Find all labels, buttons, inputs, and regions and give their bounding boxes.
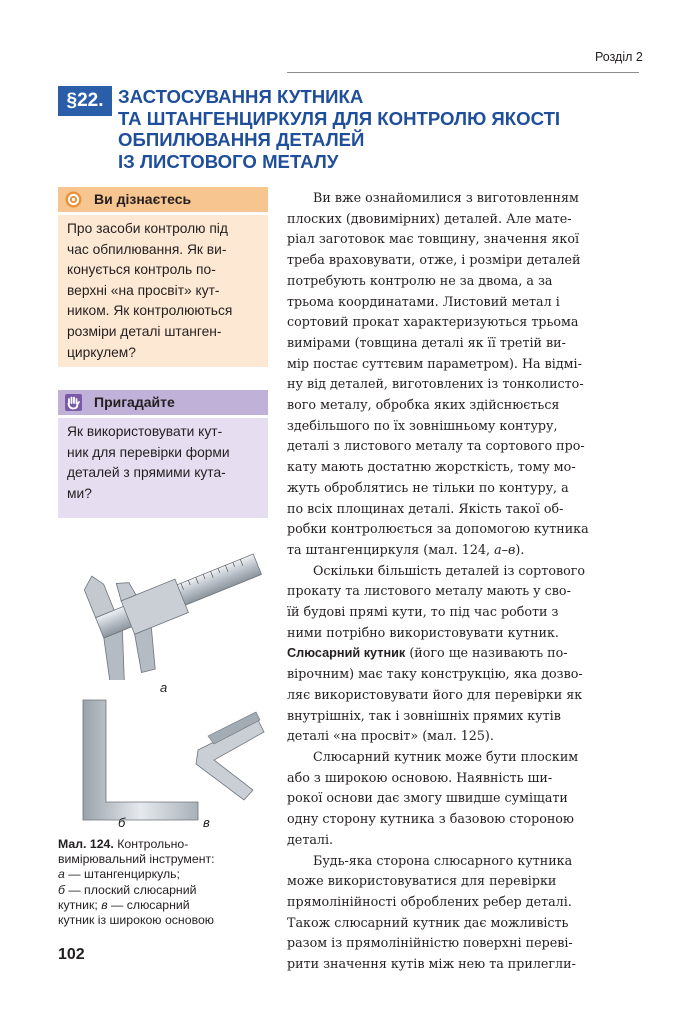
text-line: трьома координатами. Листовий метал і — [287, 293, 560, 309]
title-line: ТА ШТАНГЕНЦИРКУЛЯ ДЛЯ КОНТРОЛЮ ЯКОСТІ — [118, 107, 561, 129]
learn-box-line: час обпилювання. Як ви- — [67, 241, 227, 257]
text-line: їй будові прямі кути, то під час роботи з — [287, 604, 559, 620]
text-line — [287, 540, 640, 561]
text-line: Слюсарний кутник може бути плоским — [313, 748, 579, 764]
text-line: Будь-яка сторона слюсарного кутника — [313, 852, 573, 868]
main-text — [287, 188, 640, 975]
text-line: внутрішніх, так і зовнішніх прямих кутів — [287, 707, 561, 723]
text-line: рокої основи дає змогу швидше суміщати — [287, 790, 568, 806]
text-line: плоских (двовимірних) деталей. Але мате- — [287, 210, 572, 226]
text-line: або з широкою основою. Наявність ши- — [287, 769, 553, 785]
caption-text: Контрольно- — [113, 837, 189, 851]
text-line: потребують контролю не за двома, а за — [287, 272, 553, 288]
caption-text: кутник; — [58, 897, 98, 912]
text-line: деталі «на просвіт» (мал. 125). — [287, 728, 494, 744]
figure-label-a: а — [160, 680, 168, 695]
text-segment: та штангенциркуля (мал. 124, — [287, 541, 495, 557]
text-line: деталі. — [287, 831, 334, 847]
text-line: Оскільки більшість деталей із сортового — [313, 562, 586, 578]
remember-box-line: деталей з прямими кута- — [67, 465, 226, 481]
text-line: кату мають достатню жорсткість, тому мо- — [287, 459, 576, 475]
text-line: одну сторону кутника з базовою стороною — [287, 811, 574, 827]
text-line: Ви вже ознайомилися з виготовленням — [313, 190, 579, 205]
caption-letter: в — [101, 897, 108, 912]
text-line: робки контролюється за допомогою кутника — [287, 521, 589, 537]
text-line: ну від деталей, виготовлених із тонколисто- — [287, 376, 584, 392]
figure-caption — [58, 837, 278, 928]
text-line: ріал заготовок має товщину, значення якої — [287, 231, 580, 247]
text-line: разом із прямолінійністю поверхні переві- — [287, 935, 573, 951]
caption-text: вимірювальний інструмент: — [58, 852, 215, 867]
text-line: Також слюсарний кутник дає можливість — [287, 914, 569, 930]
text-line: по всіх площинах деталі. Якість такої об- — [287, 500, 564, 516]
learn-box-line: циркулем? — [67, 344, 136, 360]
caption-text: кутник із широкою основою — [58, 913, 215, 928]
remember-box-line: Як використовувати кут- — [67, 424, 223, 439]
remember-box-line: ник для перевірки форми — [67, 444, 230, 460]
learn-box-title: Ви дізнаєтесь — [94, 191, 192, 207]
text-line: деталі з листового металу та сортового про- — [287, 438, 585, 454]
title-line: ЗАСТОСУВАННЯ КУТНИКА — [118, 86, 364, 107]
caption-number: Мал. 124. — [58, 837, 114, 851]
text-line: може використовуватися для перевірки — [287, 873, 557, 889]
caption-text: — слюсарний — [111, 897, 190, 912]
text-line: вимірами (товщина деталі як її третій ви- — [287, 334, 566, 350]
text-line: жуть оброблятись не тільки по контуру, а — [287, 479, 569, 495]
text-line: сортовий прокат характеризуються трьома — [287, 314, 579, 330]
target-icon — [65, 191, 82, 208]
section-label: Розділ 2 — [595, 50, 643, 64]
remember-box-title: Пригадайте — [94, 394, 175, 410]
text-line: мір постає суттєвим параметром). На відмі- — [287, 355, 582, 371]
figure-reference: а–в — [494, 541, 516, 557]
text-line: треба враховувати, отже, і розміри деталей — [287, 252, 581, 268]
caption-letter: а — [58, 867, 65, 882]
text-segment: ). — [515, 541, 525, 557]
squares-illustration — [58, 690, 268, 830]
text-line — [287, 643, 640, 664]
text-segment: (його ще називають по- — [405, 645, 568, 661]
caption-text: — штангенциркуль; — [68, 867, 180, 882]
learn-box-line: верхні «на просвіт» кут- — [67, 282, 220, 298]
remember-box-header — [58, 390, 268, 415]
figure-label-v: в — [203, 815, 210, 830]
text-line: вірочним) має таку конструкцію, яка дозво- — [287, 666, 583, 682]
learn-box-header — [58, 187, 268, 212]
caliper-illustration — [58, 540, 268, 680]
figure-label-b: б — [118, 815, 126, 830]
text-line: здебільшого по їх зовнішньому контуру, — [287, 417, 558, 433]
text-line: прямолінійності оброблених ребер деталі. — [287, 893, 572, 909]
header-rule — [287, 72, 639, 73]
paragraph-number-badge: §22. — [58, 86, 112, 116]
learn-box-line: ником. Як контролюються — [67, 303, 233, 319]
text-line: ними потрібно використовувати кутник. — [287, 624, 559, 640]
caption-letter: б — [58, 882, 65, 897]
text-line: прокату та листового металу мають у сво- — [287, 583, 571, 599]
remember-box-line: ми? — [67, 485, 92, 501]
remember-box-body — [58, 418, 268, 518]
text-line: ляє використовувати його для перевірки як — [287, 686, 583, 702]
title-line: ІЗ ЛИСТОВОГО МЕТАЛУ — [118, 150, 339, 172]
learn-box-body — [58, 215, 268, 367]
caption-text: — плоский слюсарний — [68, 882, 197, 897]
page-number: 102 — [58, 946, 85, 963]
learn-box-line: розміри деталі штанген- — [67, 323, 222, 339]
learn-box-line: конується контроль по- — [67, 262, 216, 278]
hand-icon — [65, 394, 82, 411]
term-bold: Слюсарний кутник — [287, 646, 406, 661]
title-line: ОБПИЛЮВАННЯ ДЕТАЛЕЙ — [118, 129, 365, 151]
text-line: вого металу, обробка яких здійснюється — [287, 397, 560, 413]
text-line: рити значення кутів між нею та прилегли- — [287, 956, 576, 972]
learn-box-line: Про засоби контролю під — [67, 221, 228, 236]
page-title — [118, 86, 638, 172]
